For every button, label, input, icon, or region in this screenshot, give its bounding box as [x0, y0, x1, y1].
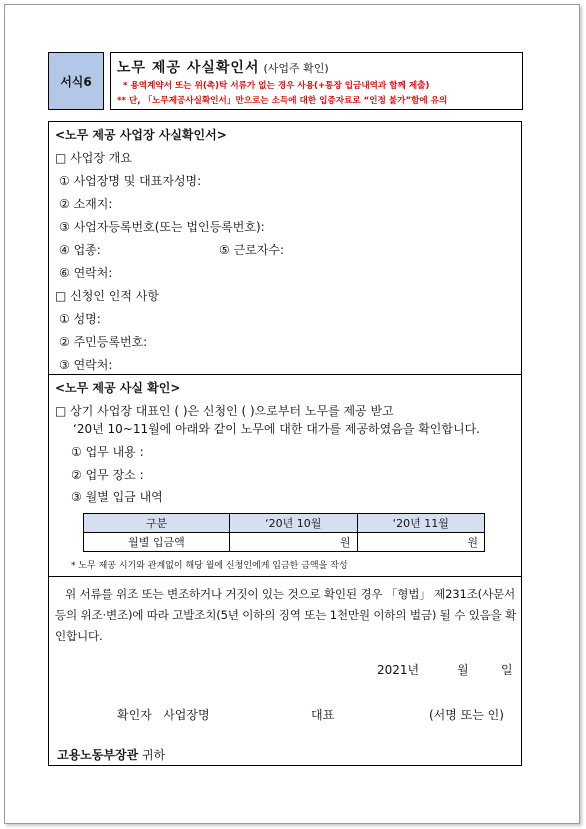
- signature-seal-label: (서명 또는 인): [429, 708, 504, 722]
- business-address-field: ② 소재지:: [59, 197, 113, 211]
- statement-line-1: □ 상기 사업장 대표인 ( )은 신청인 ( )으로부터 노무를 제공 받고: [55, 404, 394, 418]
- declaration-divider: [49, 576, 521, 577]
- header-note-1: * 용역계약서 또는 위(촉)탁 서류가 없는 경우 사용(+통장 입금내역과 함께 제출): [123, 81, 430, 91]
- statement-line-2: ‘20년 10~11월에 아래와 같이 노무에 대한 대가를 제공하였음을 확인합니다.: [73, 422, 480, 436]
- form-number-badge: [48, 52, 104, 110]
- section1-title: <노무 제공 사업장 사실확인서>: [55, 128, 227, 142]
- date-day: 일: [501, 663, 513, 677]
- table-footnote: * 노무 제공 시기와 관계없이 해당 월에 신청인에게 입금한 금액을 작성: [71, 561, 348, 571]
- declaration-text: 위 서류를 위조 또는 변조하거나 거짓이 있는 것으로 확인된 경우 「형법」 제231조(사문서 등의 위조·변조)에 따라 고발조치(5년 이하의 징역 또는 1천만원 이하의 벌금) 될 수 있음을 확인합니다.: [55, 587, 517, 643]
- applicant-id-field: ② 주민등록번호:: [59, 335, 148, 349]
- representative-label: 대표: [311, 708, 335, 722]
- document-title: [117, 57, 516, 77]
- recipient-suffix: 귀하: [141, 748, 166, 762]
- date-year: 2021년: [377, 663, 420, 677]
- monthly-deposit-table: [83, 513, 485, 552]
- section-divider: [49, 374, 521, 375]
- recipient-name: 고용노동부장관: [57, 748, 139, 762]
- october-amount-cell[interactable]: 원: [230, 533, 358, 552]
- confirmer-label: 확인자 사업장명: [117, 708, 210, 722]
- header-box: [110, 52, 523, 110]
- work-place-field: ② 업무 장소 :: [71, 468, 144, 482]
- business-reg-number-field: ③ 사업자등록번호(또는 법인등록번호):: [59, 220, 265, 234]
- header-note-2: ** 단, 「노무제공사실확인서」만으로는 소득에 대한 입증자료로 “인정 불가”함에 유의: [117, 96, 448, 106]
- work-content-field: ① 업무 내용 :: [71, 445, 144, 459]
- title-subtitle: (사업주 확인): [263, 62, 329, 75]
- form-body: [48, 121, 522, 766]
- applicant-contact-field: ③ 연락처:: [59, 358, 113, 372]
- table-header-category: 구분: [84, 514, 230, 533]
- applicant-name-field: ① 성명:: [59, 312, 101, 326]
- table-header-october: ‘20년 10월: [230, 514, 358, 533]
- business-contact-field: ⑥ 연락처:: [59, 266, 113, 280]
- table-row-label: 월별 입금액: [84, 533, 230, 552]
- table-row: [84, 533, 485, 552]
- business-name-field: ① 사업장명 및 대표자성명:: [59, 174, 202, 188]
- title-text: 노무 제공 사실확인서: [117, 60, 260, 76]
- table-header-row: [84, 514, 485, 533]
- section2-title: <노무 제공 사실 확인>: [55, 381, 181, 395]
- date-month: 월: [457, 663, 469, 677]
- monthly-deposit-heading: ③ 월별 입금 내역: [71, 490, 163, 504]
- employee-count-field: ⑤ 근로자수:: [219, 243, 284, 257]
- business-overview-heading: □ 사업장 개요: [55, 151, 132, 165]
- business-type-field: ④ 업종:: [59, 243, 101, 257]
- table-header-november: ‘20년 11월: [357, 514, 485, 533]
- november-amount-cell[interactable]: 원: [357, 533, 485, 552]
- recipient: [57, 746, 165, 763]
- applicant-heading: □ 신청인 인적 사항: [55, 289, 159, 303]
- form-number: 서식6: [60, 74, 92, 89]
